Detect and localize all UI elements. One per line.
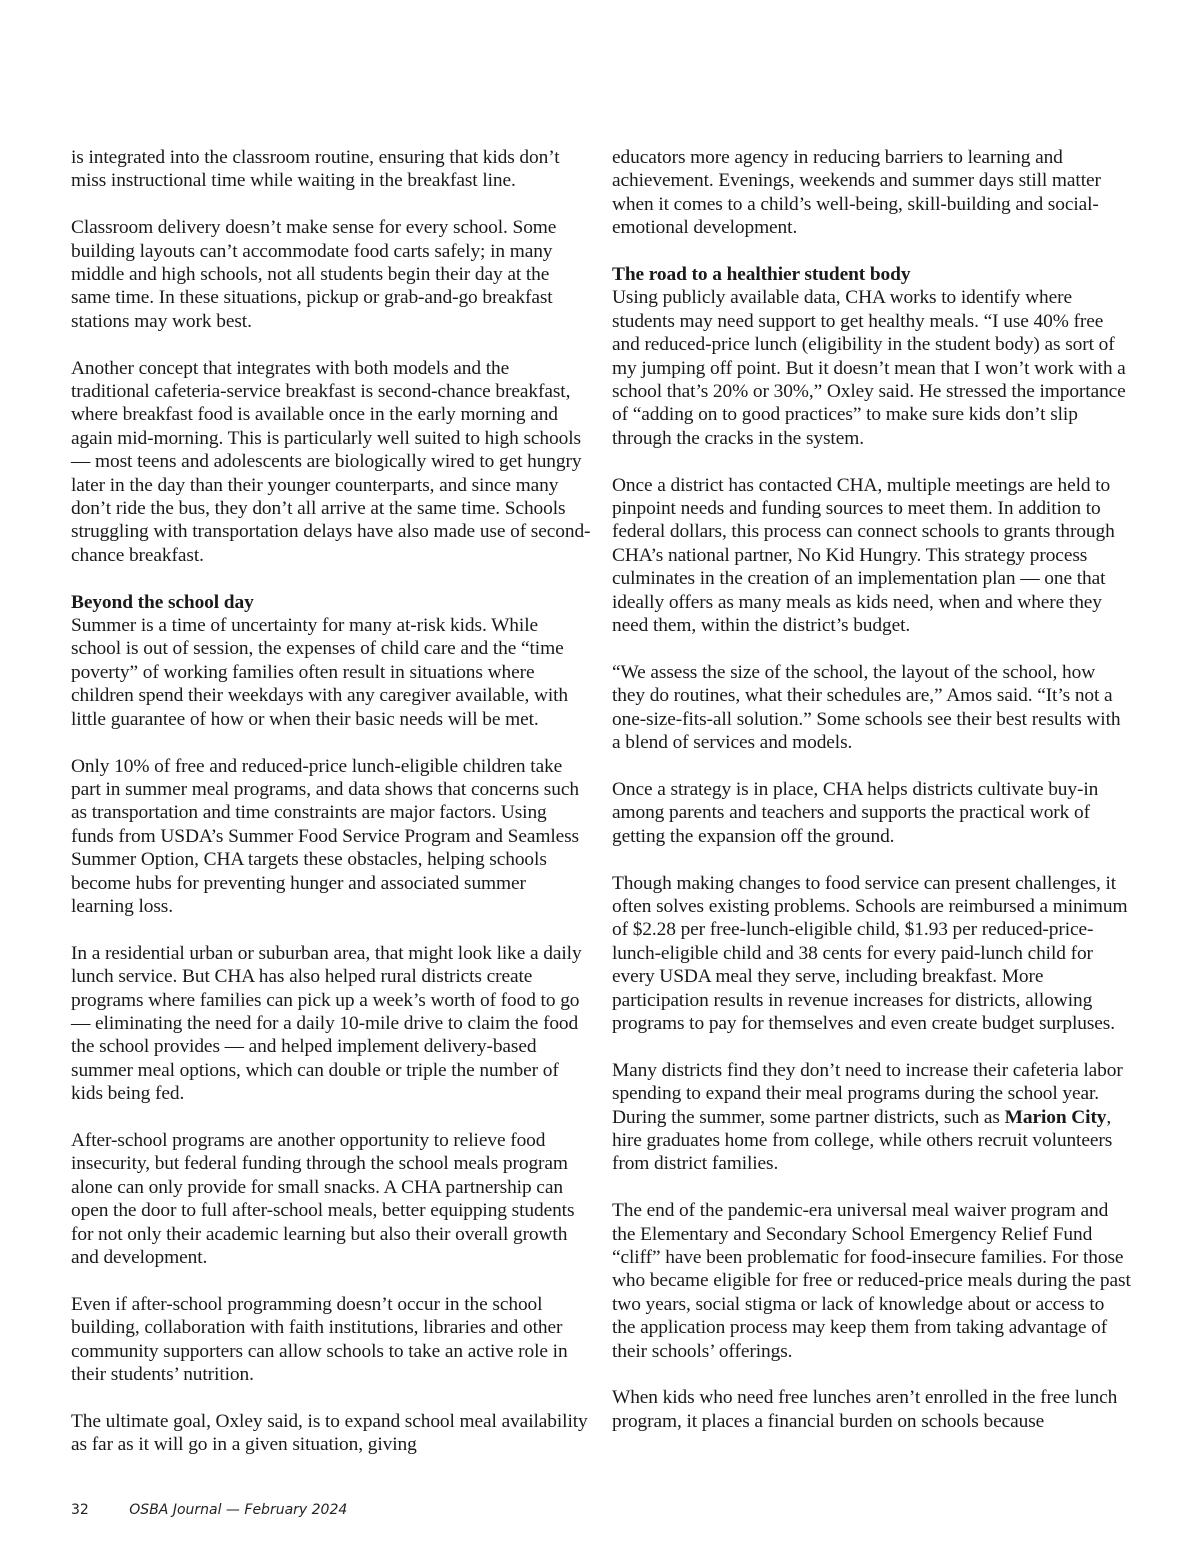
paragraph-text: , hire graduates home from college, while others recruit volunteers from district families. xyxy=(612,1106,1113,1175)
body-paragraph: Another concept that integrates with both models and the traditional cafeteria-service breakfast is second-chance breakfast, where breakfast food is available once in the early morning and again mid-morning. This is particularly well suited to high schools — most teens and adolescents are biologically wired to get hungry later in the day than their younger counterparts, and since many don’t ride the bus, they don’t all arrive at the same time. Schools struggling with transportation delays have also made use of second-chance breakfast. xyxy=(71,357,591,566)
body-paragraph: Once a strategy is in place, CHA helps districts cultivate buy-in among parents and teachers and supports the practical work of getting the expansion off the ground. xyxy=(612,778,1099,847)
body-paragraph: is integrated into the classroom routine, ensuring that kids don’t miss instructional time while waiting in the breakfast line. xyxy=(71,147,560,192)
body-paragraph: Even if after-school programming doesn’t occur in the school building, collaboration with faith institutions, libraries and other community supporters can allow schools to take an active role in their students’ nutrition. xyxy=(71,1293,568,1386)
left-column xyxy=(71,146,591,1480)
page-footer xyxy=(71,1502,347,1518)
body-paragraph: Once a district has contacted CHA, multiple meetings are held to pinpoint needs and funding sources to meet them. In addition to federal dollars, this process can connect schools to grants through CHA’s national partner, No Kid Hungry. This strategy process culminates in the creation of an implementation plan — one that ideally offers as many meals as kids need, when and where they need them, within the district’s budget. xyxy=(612,474,1115,637)
body-paragraph: The ultimate goal, Oxley said, is to expand school meal availability as far as it will go in a given situation, giving xyxy=(71,1410,588,1456)
section-heading: Beyond the school day xyxy=(71,591,254,613)
body-paragraph: Using publicly available data, CHA works to identify where students may need support to get healthy meals. “I use 40% free and reduced-price lunch (eligibility in the student body) as sort of my jumping off point. But it doesn’t mean that I won’t work with a school that’s 20% or 30%,” Oxley said. He stressed the importance of “adding on to good practices” to make sure kids don’t slip through the cracks in the system. xyxy=(612,287,1126,449)
body-paragraph xyxy=(612,1059,1132,1176)
body-paragraph: Though making changes to food service can present challenges, it often solves existing problems. Schools are reimbursed a minimum of $2.28 per free-lunch-eligible child, $1.93 per reduced-price-lunch-eligible child and 38 cents for every paid-lunch child for every USDA meal they serve, including breakfast. More participation results in revenue increases for districts, allowing programs to pay for themselves and even create budget surpluses. xyxy=(612,872,1128,1034)
page-number: 32 xyxy=(71,1502,89,1518)
right-column xyxy=(612,146,1132,1457)
body-paragraph: Classroom delivery doesn’t make sense for every school. Some building layouts can’t accommodate food carts safely; in many middle and high schools, not all students begin their day at the same time. In these situations, pickup or grab-and-go breakfast stations may work best. xyxy=(71,217,557,332)
body-paragraph: In a residential urban or suburban area, that might look like a daily lunch service. But CHA has also helped rural districts create programs where families can pick up a week’s worth of food to go — eliminating the need for a daily 10-mile drive to claim the food the school provides — and helped implement delivery-based summer meal options, which can double or triple the number of kids being fed. xyxy=(71,942,582,1105)
paragraph-text: Many districts find they don’t need to increase their cafeteria labor spending to expand their meal programs during the school year. During the summer, some partner districts, such as xyxy=(612,1059,1123,1128)
body-paragraph: Summer is a time of uncertainty for many at-risk kids. While school is out of session, the expenses of child care and the “time poverty” of working families often result in situations where children spend their weekdays with any caregiver available, with little guarantee of how or when their basic needs will be met. xyxy=(71,615,569,730)
body-paragraph: “We assess the size of the school, the layout of the school, how they do routines, what their schedules are,” Amos said. “It’s not a one-size-fits-all solution.” Some schools see their best results with a blend of services and models. xyxy=(612,661,1121,754)
section-heading: The road to a healthier student body xyxy=(612,264,911,286)
bold-district-name: Marion City xyxy=(1004,1106,1107,1128)
body-paragraph: The end of the pandemic-era universal meal waiver program and the Elementary and Secondary School Emergency Relief Fund “cliff” have been problematic for food-insecure families. For those who became eligible for free or reduced-price meals during the past two years, social stigma or lack of knowledge about or access to the application process may keep them from taking advantage of their schools’ offerings. xyxy=(612,1200,1131,1362)
body-paragraph: When kids who need free lunches aren’t enrolled in the free lunch program, it places a financial burden on schools because xyxy=(612,1387,1118,1432)
body-paragraph: Only 10% of free and reduced-price lunch-eligible children take part in summer meal programs, and data shows that concerns such as transportation and time constraints are major factors. Using funds from USDA’s Summer Food Service Program and Seamless Summer Option, CHA targets these obstacles, helping schools become hubs for preventing hunger and associated summer learning loss. xyxy=(71,755,580,917)
body-paragraph: After-school programs are another opportunity to relieve food insecurity, but federal funding through the school meals program alone can only provide for small snacks. A CHA partnership can open the door to full after-school meals, better equipping students for not only their academic learning but also their overall growth and development. xyxy=(71,1129,575,1268)
body-paragraph: educators more agency in reducing barriers to learning and achievement. Evenings, weekends and summer days still matter when it comes to a child’s well-being, skill-building and social-emotional development. xyxy=(612,147,1101,239)
publication-name: OSBA Journal — February 2024 xyxy=(129,1502,348,1518)
